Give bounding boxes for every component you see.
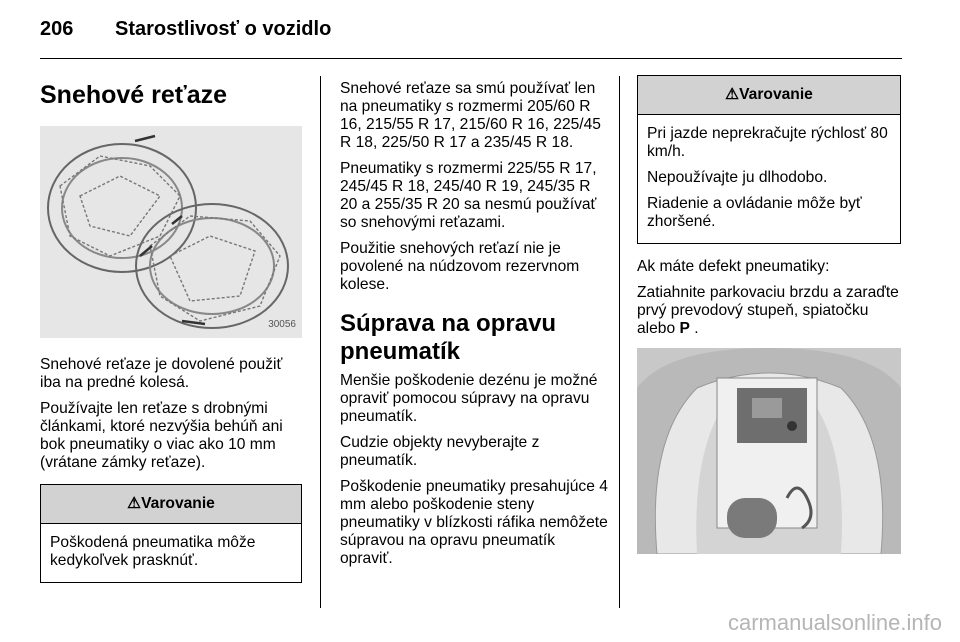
paragraph-end: . [689, 320, 699, 337]
column-divider [320, 76, 321, 608]
warning-triangle-icon: ⚠ [725, 86, 740, 103]
gear-p-label: P [679, 320, 690, 337]
watermark: carmanualsonline.info [727, 610, 942, 635]
snow-chains-drawing [40, 126, 302, 338]
column-divider [619, 76, 620, 608]
page-number: 206 [40, 18, 74, 40]
paragraph: Snehové reťaze sa smú používať len na pneumatiky s rozmermi 205/60 R 16, 215/55 R 17, 215/60 R 16, 225/45 R 18, 225/50 R 17 a 235/45 R 18. [340, 80, 601, 151]
column-3 [637, 75, 901, 554]
paragraph: Menšie poškodenie dezénu je možné opraviť pomocou súpravy na opravu pneumatík. [340, 372, 598, 425]
section-heading-snow-chains: Snehové reťaze [40, 81, 228, 109]
warning-title: Varovanie [141, 495, 215, 512]
paragraph: Ak máte defekt pneumatiky: [637, 258, 830, 275]
warning-triangle-icon: ⚠ [127, 495, 142, 512]
section-heading-tire-repair-kit: Súprava na opravu pneumatík [340, 310, 557, 365]
warning-text: Riadenie a ovládanie môže byť zhoršené. [647, 195, 862, 230]
paragraph: Snehové reťaze je dovolené použiť iba na predné kolesá. [40, 356, 283, 391]
tire-repair-kit-photo [637, 348, 901, 554]
column-1 [40, 80, 302, 583]
warning-text: Poškodená pneumatika môže kedykoľvek prasknúť. [50, 534, 256, 569]
warning-box [637, 75, 901, 244]
warning-body [41, 524, 301, 582]
paragraph: Poškodenie pneumatiky presahujúce 4 mm alebo poškodenie steny pneumatiky v blízkosti ráfika nemôžete súpravou na opravu pneumatík opraviť. [340, 478, 608, 567]
paragraph [637, 284, 901, 338]
snow-chains-illustration [40, 126, 302, 338]
warning-title: Varovanie [739, 86, 813, 103]
figure-number: 30056 [268, 319, 296, 330]
column-2 [340, 80, 608, 576]
warning-text: Pri jazde neprekračujte rýchlosť 80 km/h. [647, 125, 888, 160]
paragraph: Pneumatiky s rozmermi 225/55 R 17, 245/45 R 18, 245/40 R 19, 245/35 R 20 a 255/35 R 20 sa nesmú používať so snehovými reťazami. [340, 160, 597, 231]
paragraph: Cudzie objekty nevyberajte z pneumatík. [340, 434, 540, 469]
paragraph-text: Zatiahnite parkovaciu brzdu a zaraďte prvý prevodový stupeň, spiatočku alebo [637, 284, 899, 337]
trunk-kit-drawing [637, 348, 901, 554]
warning-header [638, 76, 900, 115]
page-header [40, 18, 331, 41]
page-title: Starostlivosť o vozidlo [115, 18, 332, 40]
warning-box [40, 484, 302, 583]
warning-text: Nepoužívajte ju dlhodobo. [647, 169, 828, 186]
warning-body [638, 115, 900, 243]
header-rule [40, 58, 902, 59]
warning-header [41, 485, 301, 524]
paragraph: Použitie snehových reťazí nie je povolené na núdzovom rezervnom kolese. [340, 240, 580, 293]
paragraph: Používajte len reťaze s drobnými článkami, ktoré nezvýšia behúň ani bok pneumatiky o viac ako 10 mm (vrátane zámky reťaze). [40, 400, 283, 471]
